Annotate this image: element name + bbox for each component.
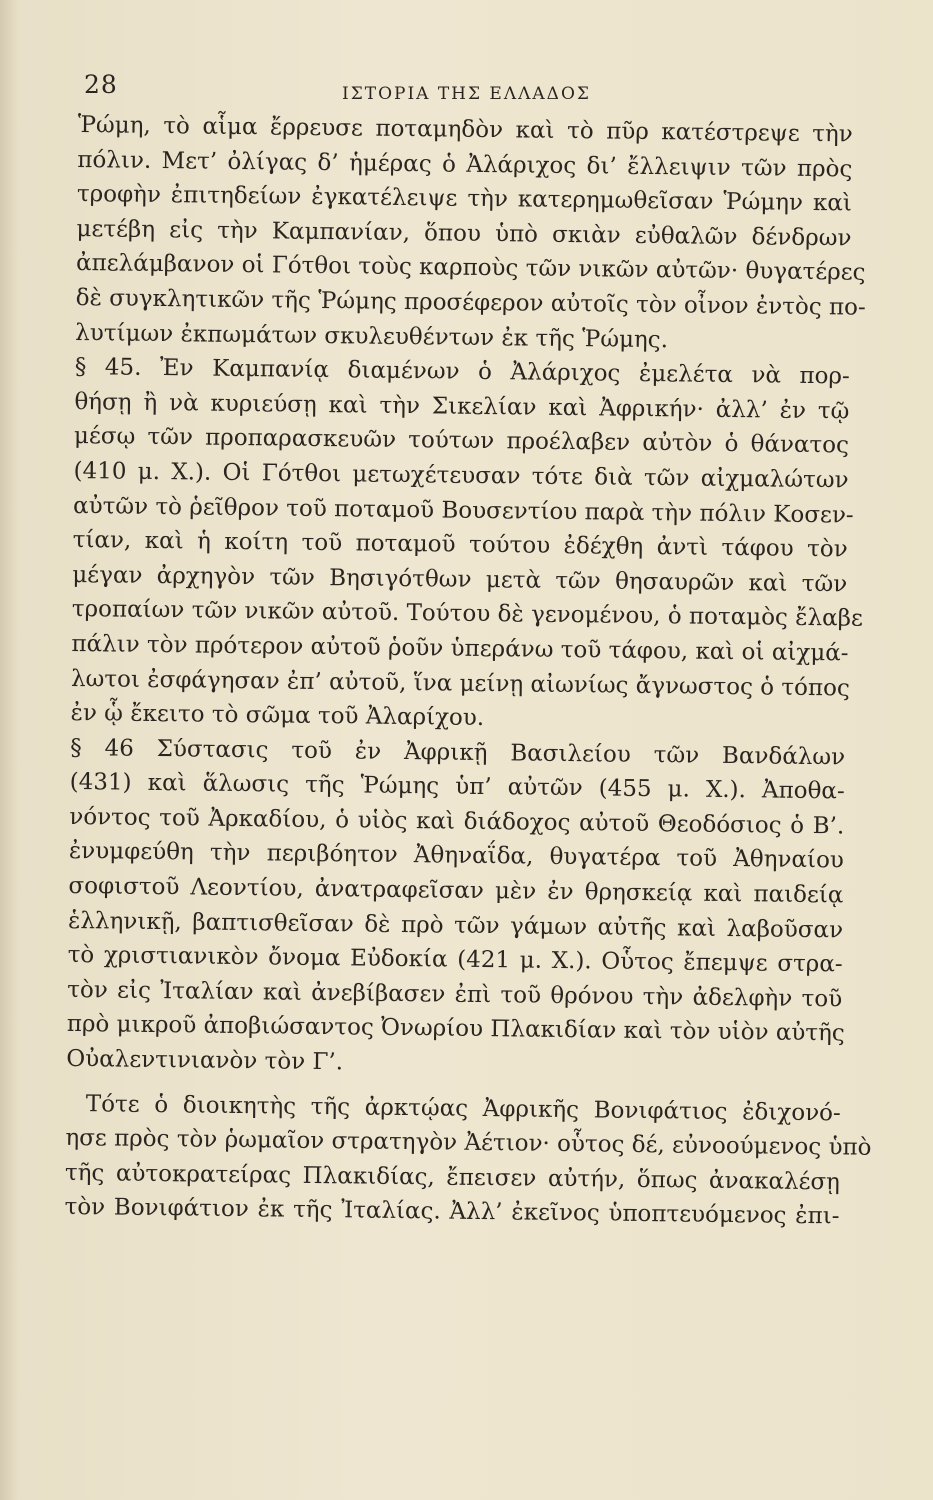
text-line: λωτοι ἐσφάγησαν ἐπ’ αὐτοῦ, ἵνα μείνῃ αἰωνίως ἄγνωστος ὁ τόπος (70, 665, 850, 701)
text-line: αὐτῶν τὸ ῥεῖθρον τοῦ ποταμοῦ Βουσεντίου παρὰ τὴν πόλιν Κοσεν- (72, 492, 854, 529)
text-line: μέσῳ τῶν προπαρασκευῶν τούτων προέλαβεν αὐτὸν ὁ θάνατος (73, 423, 850, 459)
text-line: μέγαν ἀρχηγὸν τῶν Βησιγότθων μετὰ τῶν θησαυρῶν καὶ τῶν (72, 561, 848, 598)
text-line: λυτίμων ἐκπωμάτων σκυλευθέντων ἐκ τῆς Ῥώμης. (75, 319, 669, 353)
text-line: τροπαίων τῶν νικῶν αὐτοῦ. Τούτου δὲ γενομένου, ὁ ποταμὸς ἔλαβε (71, 596, 864, 632)
text-line: τὸν Βονιφάτιον ἐκ τῆς Ἰταλίας. Ἀλλ’ ἐκεῖνος ὑποπτευόμενος ἐπι- (64, 1194, 840, 1230)
text-line: ἐνυμφεύθη τὴν περιβόητον Ἀθηναΐδα, θυγατέρα τοῦ Ἀθηναίου (68, 838, 845, 874)
body-text (64, 108, 872, 1234)
text-line: ἀπελάμβανον οἱ Γότθοι τοὺς καρποὺς τῶν νικῶν αὐτῶν· θυγατέρες (75, 250, 866, 287)
spine-shadow (0, 0, 18, 1500)
text-line: τῆς αὐτοκρατείρας Πλακιδίας, ἔπεισεν αὐτήν, ὅπως ἀνακαλέσῃ (64, 1159, 841, 1196)
text-line: Οὐαλεντινιανὸν τὸν Γ’. (66, 1045, 344, 1076)
text-line: ησε πρὸς τὸν ῥωμαῖον στρατηγὸν Ἀέτιον· οὗτος δέ, εὐνοούμενος ὑπὸ (65, 1125, 872, 1161)
text-line: σοφιστοῦ Λεοντίου, ἀνατραφεῖσαν μὲν ἐν θρησκείᾳ καὶ παιδείᾳ (68, 873, 844, 909)
text-line: Ῥώμη, τὸ αἷμα ἔρρευσε ποταμηδὸν καὶ τὸ πῦρ κατέστρεψε τὴν (77, 111, 853, 148)
text-line: Τότε ὁ διοικητὴς τῆς ἀρκτῴας Ἀφρικῆς Βονιφάτιος ἐδιχονό- (85, 1090, 841, 1127)
text-line: τίαν, καὶ ἡ κοίτη τοῦ ποταμοῦ τούτου ἐδέχθη ἀντὶ τάφου τὸν (72, 527, 848, 563)
text-line: ἐν ᾧ ἔκειτο τὸ σῶμα τοῦ Ἀλαρίχου. (70, 700, 485, 732)
text-line: τροφὴν ἐπιτηδείων ἐγκατέλειψε τὴν κατερημωθεῖσαν Ῥώμην καὶ (76, 181, 853, 217)
text-line: πρὸ μικροῦ ἀποβιώσαντος Ὀνωρίου Πλακιδίαν καὶ τὸν υἱὸν αὐτῆς (66, 1011, 845, 1047)
paragraph-bonifatius (64, 1087, 872, 1235)
text-line: νόντος τοῦ Ἀρκαδίου, ὁ υἱὸς καὶ διάδοχος αὐτοῦ Θεοδόσιος ὁ Β’. (69, 803, 845, 840)
text-line: μετέβη εἰς τὴν Καμπανίαν, ὅπου ὑπὸ σκιὰν εὐθαλῶν δένδρων (76, 215, 852, 252)
text-line: τὸν εἰς Ἰταλίαν καὶ ἀνεβίβασεν ἐπὶ τοῦ θρόνου τὴν ἀδελφὴν τοῦ (67, 976, 843, 1013)
page-number: 28 (84, 70, 118, 99)
paragraph-section-45 (70, 350, 864, 740)
text-line: δὲ συγκλητικῶν τῆς Ῥώμης προσέφερον αὐτοῖς τὸν οἶνον ἐντὸς πο- (75, 284, 866, 321)
text-line: (431) καὶ ἅλωσις τῆς Ῥώμης ὑπ’ αὐτῶν (455 μ. Χ.). Ἀποθα- (69, 769, 845, 805)
text-line: (410 μ. Χ.). Οἱ Γότθοι μετωχέτευσαν τότε διὰ τῶν αἰχμαλώτων (73, 457, 849, 494)
text-line: πόλιν. Μετ’ ὀλίγας δ’ ἡμέρας ὁ Ἀλάριχος δι’ ἔλλειψιν τῶν πρὸς (77, 146, 853, 183)
section-45-heading-line: § 45. Ἐν Καμπανίᾳ διαμένων ὁ Ἀλάριχος ἐμελέτα νὰ πορ- (74, 354, 850, 390)
text-line: ἑλληνικῇ, βαπτισθεῖσαν δὲ πρὸ τῶν γάμων αὐτῆς καὶ λαβοῦσαν (67, 907, 844, 944)
text-line: τὸ χριστιανικὸν ὄνομα Εὐδοκία (421 μ. Χ.). Οὗτος ἔπεμψε στρα- (67, 942, 843, 978)
paragraph-section-46 (66, 731, 845, 1086)
section-46-heading-line: § 46 Σύστασις τοῦ ἐν Ἀφρικῇ Βασιλείου τῶν Βανδάλων (70, 734, 846, 771)
running-head: ΙΣΤΟΡΙΑ ΤΗΣ ΕΛΛΑΔΟΣ (342, 84, 591, 104)
text-line: πάλιν τὸν πρότερον αὐτοῦ ῥοῦν ὑπεράνω τοῦ τάφου, καὶ οἱ αἰχμά- (71, 630, 849, 667)
text-line: θήσῃ ἢ νὰ κυριεύσῃ καὶ τὴν Σικελίαν καὶ Ἀφρικήν· ἀλλ’ ἐν τῷ (74, 388, 850, 425)
paragraph-rome-sack (75, 108, 866, 360)
